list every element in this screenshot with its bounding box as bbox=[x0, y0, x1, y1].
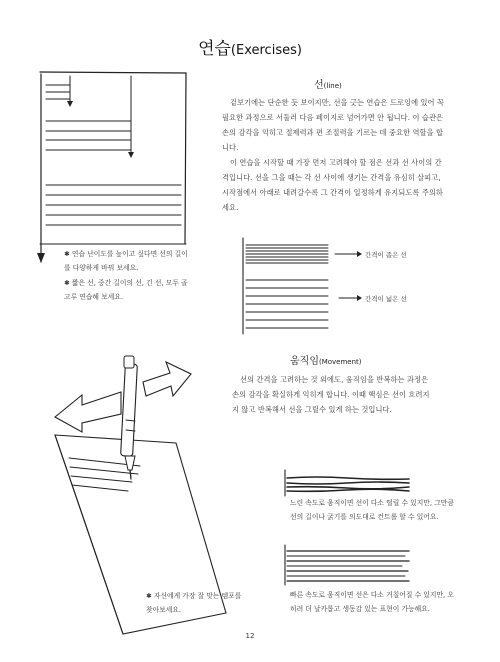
page-title-sub: (Exercises) bbox=[230, 43, 302, 58]
movement-paragraph-text: 선의 간격을 고려하는 것 외에도, 움직임을 반복하는 과정은 손의 감각을 확실하게 익히게 합니다. 이때 핵심은 선이 흐려지지 않고 반복해서 선을 그릴수 있게 하는 것입니다. bbox=[232, 375, 430, 414]
caption-slow: 느린 속도로 움직이면 선이 다소 떨릴 수 있지만, 그만큼 선의 길이나 굵기를 의도대로 컨트롤 할 수 있어요. bbox=[290, 499, 454, 521]
page-number: 12 bbox=[245, 632, 255, 640]
line-heading-main: 선 bbox=[314, 80, 324, 91]
line-tip-1-text: 연습 난이도를 높이고 싶다면 선의 길이를 다양하게 바꿔 보세요. bbox=[64, 250, 188, 272]
line-paragraph-1: 겉보기에는 단순한 듯 보이지만, 선을 긋는 연습은 드로잉에 있어 꼭 필요한 과정으로 서둘러 다음 페이지로 넘어가면 안 됩니다. 이 습관은 손의 감각을 익히고 절제력과 편 조절력을 기르는 데 중요한 역할을 합니다. bbox=[222, 98, 445, 152]
line-exercise-sketch bbox=[37, 72, 186, 263]
line-spacing-sketch bbox=[243, 238, 362, 334]
page-title-main: 연습 bbox=[198, 39, 231, 59]
line-tip-1 bbox=[64, 247, 188, 275]
line-paragraphs bbox=[222, 95, 446, 215]
movement-heading bbox=[290, 352, 362, 367]
tip-1-marker-icon: ✱ bbox=[64, 250, 70, 258]
label-wide-spacing: 간격이 넓은 선 bbox=[365, 295, 407, 303]
slow-stroke-sketch bbox=[285, 470, 409, 496]
label-narrow-spacing: 간격이 좁은 선 bbox=[365, 251, 407, 259]
line-paragraph-2: 이 연습을 시작할 때 가장 먼저 고려해야 할 점은 선과 선 사이의 간격입니다. 선을 그을 때는 각 선 사이에 생기는 간격을 유심히 살피고, 시작점에서 아래로 내려갈수록 그 간격이 일정하게 유지되도록 주의하세요. bbox=[222, 158, 443, 212]
line-tip-2-text: 짧은 선, 중간 길이의 선, 긴 선, 모두 골고루 연습해 보세요. bbox=[64, 279, 188, 301]
movement-paragraph bbox=[232, 372, 430, 417]
tempo-tip bbox=[146, 589, 242, 617]
caption-fast: 빠른 속도로 움직이면 선은 다소 거칠어질 수 있지만, 오히려 더 날카롭고 생동감 있는 표현이 가능해요. bbox=[290, 591, 454, 613]
movement-heading-sub: (Movement) bbox=[318, 358, 362, 366]
tip-2-marker-icon: ✱ bbox=[64, 279, 70, 287]
tempo-tip-marker-icon: ✱ bbox=[146, 592, 152, 600]
line-heading bbox=[314, 76, 342, 91]
line-tip-2 bbox=[64, 276, 188, 304]
tempo-tip-text: 자신에게 가장 잘 맞는 템포를 찾아보세요. bbox=[146, 592, 242, 614]
fast-stroke-sketch bbox=[285, 545, 409, 585]
line-heading-sub: (line) bbox=[323, 82, 342, 90]
movement-heading-main: 움직임 bbox=[290, 356, 319, 367]
